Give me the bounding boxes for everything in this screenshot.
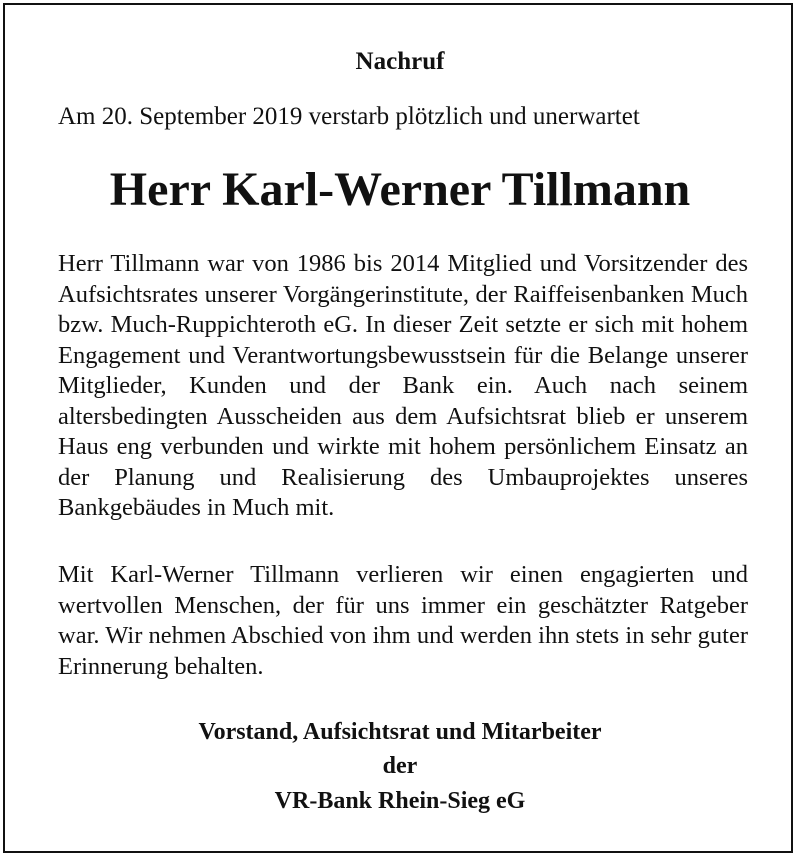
deceased-name: Herr Karl-Werner Tillmann: [109, 163, 691, 216]
paragraph-tribute: Herr Tillmann war von 1986 bis 2014 Mitglied und Vorsitzender des Aufsichtsrates unserer Vorgängerinstitute, der Raiffeisenbanken Much bzw. Much-Ruppichteroth eG. In dieser Zeit setzte er sich mit hohem Engagement und Verantwortungsbewusstsein für die Belange unserer Mitglieder, Kunden und der Bank ein. Auch nach seinem altersbedingten Ausscheiden aus dem Aufsichtsrat blieb er unserem Haus eng verbunden und wirkte mit hohem persönlichem Einsatz an der Planung und Realisierung des Umbauprojektes unseres Bankgebäudes in Much mit.: [58, 250, 748, 521]
notice-heading: Nachruf: [355, 48, 445, 75]
intro-line: Am 20. September 2019 verstarb plötzlich und unerwartet: [58, 103, 640, 130]
paragraph-farewell: Mit Karl-Werner Tillmann verlieren wir einen engagierten und wertvollen Menschen, der für uns immer ein geschätzter Ratgeber war. Wir nehmen Abschied von ihm und werden ihn stets in sehr guter Erinnerung behalten.: [58, 561, 748, 680]
signature-line-2: der: [382, 753, 418, 779]
signature-bank-name: VR-Bank Rhein-Sieg eG: [274, 788, 526, 814]
signature-line-1: Vorstand, Aufsichtsrat und Mitarbeiter: [198, 719, 602, 745]
